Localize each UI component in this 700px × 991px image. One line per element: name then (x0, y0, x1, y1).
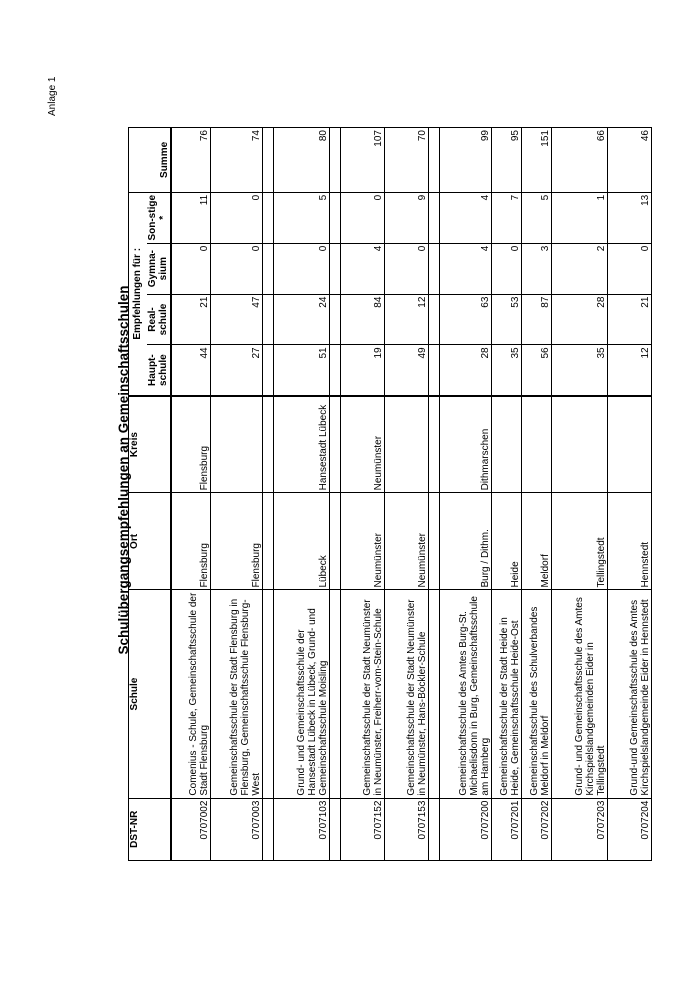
schule-cell: Gemeinschaftsschule der Stadt Heide in Heide, Gemeinschaftsschule Heide-Ost (492, 590, 522, 798)
schule-cell: Gemeinschaftsschule des Amtes Burg-St. Michaelisdonn in Burg, Gemeinschaftsschule am Hamberg (440, 590, 492, 798)
kreis-cell (608, 396, 652, 493)
gymnasium-cell: 0 (274, 243, 330, 294)
header-dst-nr: DST-NR (129, 798, 171, 860)
hauptschule-cell: 56 (522, 345, 552, 396)
gymnasium-cell: 0 (211, 243, 263, 294)
hauptschule-cell: 51 (274, 345, 330, 396)
header-schule: Schule (129, 590, 171, 798)
hauptschule-cell: 27 (211, 345, 263, 396)
ort-cell: Flensburg (171, 493, 211, 590)
hauptschule-cell: 19 (341, 345, 385, 396)
schule-cell: Grund- und Gemeinschaftsschule des Amtes Kirchspielslandgemeinden Eider in Tellingstedt (552, 590, 608, 798)
summe-cell: 151 (522, 128, 552, 193)
gymnasium-cell: 3 (522, 243, 552, 294)
table-row (492, 128, 522, 861)
gymnasium-cell: 4 (341, 243, 385, 294)
ort-cell: Heide (492, 493, 522, 590)
dst-nr-cell: 0707204 (608, 798, 652, 860)
schule-cell: Gemeinschaftsschule der Stadt Neumünster in Neumünster, Hans-Böckler-Schule (385, 590, 429, 798)
schule-cell: Gemeinschaftsschule des Schulverbandes Meldorf in Meldorf (522, 590, 552, 798)
sonstige-cell: 5 (274, 192, 330, 243)
table-row (211, 128, 263, 861)
dst-nr-cell: 0707003 (211, 798, 263, 860)
hauptschule-cell: 28 (440, 345, 492, 396)
sonstige-cell: 4 (440, 192, 492, 243)
dst-nr-cell: 0707002 (171, 798, 211, 860)
realschule-cell: 87 (522, 294, 552, 345)
header-sonstige: Son-stige * (147, 192, 171, 243)
separator-row (330, 128, 341, 861)
header-empfehlungen: Empfehlungen für : (129, 192, 147, 395)
schule-cell: Gemeinschaftsschule der Stadt Flensburg in Flensburg, Gemeinschaftsschule Flensburg-West (211, 590, 263, 798)
table-row (552, 128, 608, 861)
ort-cell: Tellingstedt (552, 493, 608, 590)
hauptschule-cell: 35 (552, 345, 608, 396)
ort-cell: Meldorf (522, 493, 552, 590)
gymnasium-cell: 0 (171, 243, 211, 294)
schule-cell: Gemeinschaftsschule der Stadt Neumünster in Neumünster, Freiherr-vom-Stein-Schule (341, 590, 385, 798)
realschule-cell: 47 (211, 294, 263, 345)
table-container (128, 127, 651, 861)
ort-cell: Hennstedt (608, 493, 652, 590)
hauptschule-cell: 49 (385, 345, 429, 396)
header-realschule: Real-schule (147, 294, 171, 345)
gymnasium-cell: 0 (385, 243, 429, 294)
table-row (385, 128, 429, 861)
header-gymnasium: Gymna-sium (147, 243, 171, 294)
summe-cell: 70 (385, 128, 429, 193)
schule-cell: Grund- und Gemeinschaftsschule der Hansestadt Lübeck in Lübeck, Grund- und Gemeinschaftsschule Moisling (274, 590, 330, 798)
gymnasium-cell: 4 (440, 243, 492, 294)
dst-nr-cell: 0707201 (492, 798, 522, 860)
header-ort: Ort (129, 493, 171, 590)
kreis-cell: Neumünster (341, 396, 385, 493)
dst-nr-cell: 0707200 (440, 798, 492, 860)
gymnasium-cell: 0 (492, 243, 522, 294)
realschule-cell: 63 (440, 294, 492, 345)
kreis-cell: Dithmarschen (440, 396, 492, 493)
sonstige-cell: 11 (171, 192, 211, 243)
hauptschule-cell: 12 (608, 345, 652, 396)
dst-nr-cell: 0707152 (341, 798, 385, 860)
sonstige-cell: 0 (341, 192, 385, 243)
summe-cell: 74 (211, 128, 263, 193)
kreis-cell (492, 396, 522, 493)
kreis-cell (385, 396, 429, 493)
table-row (522, 128, 552, 861)
appendix-label: Anlage 1 (47, 76, 58, 116)
header-hauptschule: Haupt-schule (147, 345, 171, 396)
recommendations-table (128, 127, 652, 861)
table-row (274, 128, 330, 861)
kreis-cell: Flensburg (171, 396, 211, 493)
separator-row (429, 128, 440, 861)
realschule-cell: 21 (608, 294, 652, 345)
hauptschule-cell: 44 (171, 345, 211, 396)
ort-cell: Burg / Dithm. (440, 493, 492, 590)
ort-cell: Neumünster (385, 493, 429, 590)
sonstige-cell: 7 (492, 192, 522, 243)
dst-nr-cell: 0707103 (274, 798, 330, 860)
sonstige-cell: 9 (385, 192, 429, 243)
hauptschule-cell: 35 (492, 345, 522, 396)
schule-cell: Grund-und Gemeinschaftsschule des Amtes Kirchspielslandgemeinde Eider in Hennstedt (608, 590, 652, 798)
table-row (341, 128, 385, 861)
sonstige-cell: 5 (522, 192, 552, 243)
kreis-cell: Hansestadt Lübeck (274, 396, 330, 493)
table-row (171, 128, 211, 861)
kreis-cell (211, 396, 263, 493)
summe-cell: 76 (171, 128, 211, 193)
kreis-cell (522, 396, 552, 493)
summe-cell: 99 (440, 128, 492, 193)
kreis-cell (552, 396, 608, 493)
realschule-cell: 12 (385, 294, 429, 345)
realschule-cell: 53 (492, 294, 522, 345)
ort-cell: Flensburg (211, 493, 263, 590)
realschule-cell: 21 (171, 294, 211, 345)
gymnasium-cell: 2 (552, 243, 608, 294)
header-summe: Summe (129, 128, 171, 193)
sonstige-cell: 13 (608, 192, 652, 243)
ort-cell: Lübeck (274, 493, 330, 590)
ort-cell: Neumünster (341, 493, 385, 590)
dst-nr-cell: 0707202 (522, 798, 552, 860)
summe-cell: 95 (492, 128, 522, 193)
realschule-cell: 84 (341, 294, 385, 345)
sonstige-cell: 1 (552, 192, 608, 243)
gymnasium-cell: 0 (608, 243, 652, 294)
dst-nr-cell: 0707153 (385, 798, 429, 860)
realschule-cell: 24 (274, 294, 330, 345)
summe-cell: 80 (274, 128, 330, 193)
summe-cell: 66 (552, 128, 608, 193)
sonstige-cell: 0 (211, 192, 263, 243)
page-title: Schulübergangsempfehlungen an Gemeinschaftsschulen (116, 285, 131, 655)
table-row (440, 128, 492, 861)
summe-cell: 46 (608, 128, 652, 193)
dst-nr-cell: 0707203 (552, 798, 608, 860)
realschule-cell: 28 (552, 294, 608, 345)
table-row (608, 128, 652, 861)
schule-cell: Comenius - Schule, Gemeinschaftsschule der Stadt Flensburg (171, 590, 211, 798)
separator-row (263, 128, 274, 861)
header-kreis: Kreis (129, 396, 171, 493)
summe-cell: 107 (341, 128, 385, 193)
